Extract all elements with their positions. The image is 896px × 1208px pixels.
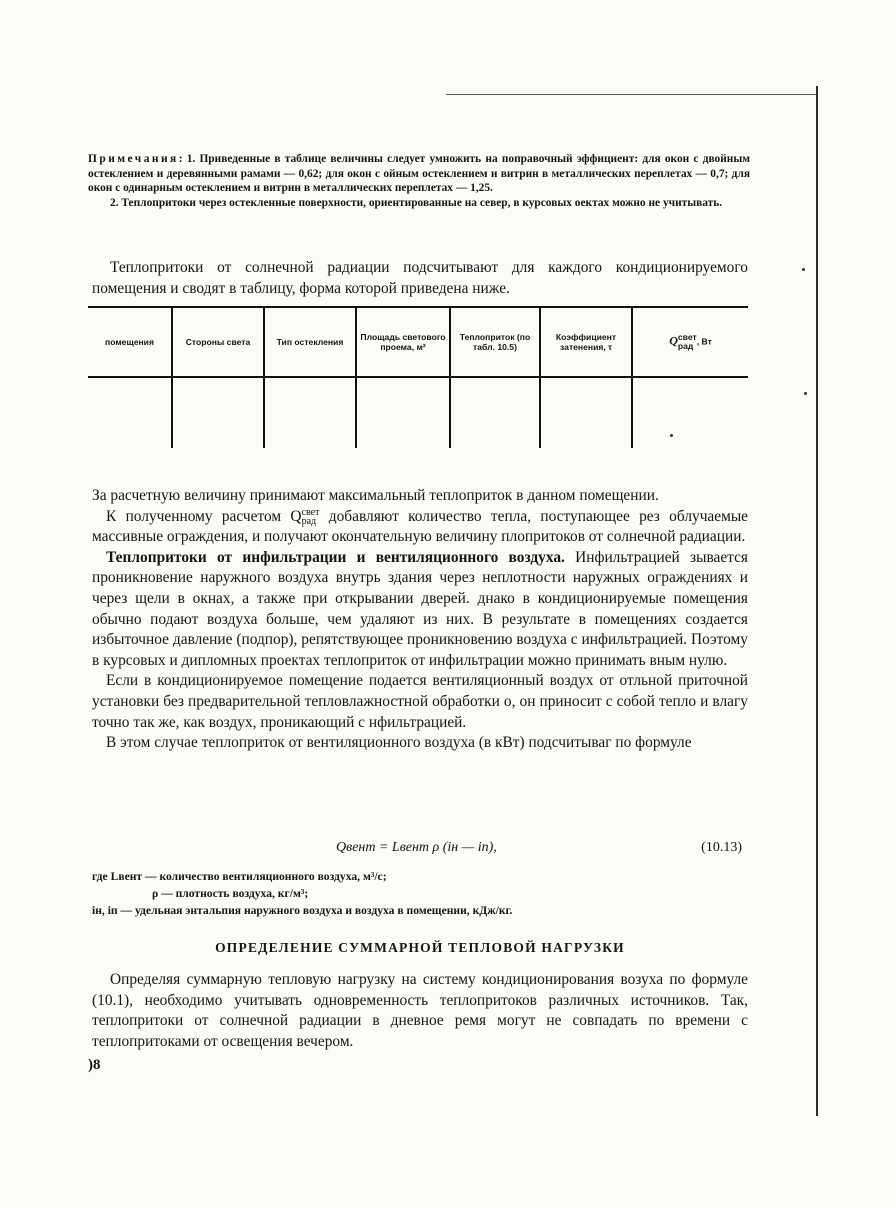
col-orientation: Стороны света <box>172 307 264 377</box>
section-heading: ОПРЕДЕЛЕНИЕ СУММАРНОЙ ТЕПЛОВОЙ НАГРУЗКИ <box>215 940 625 955</box>
table-cell <box>632 377 748 448</box>
top-rule <box>446 94 816 95</box>
body-text <box>92 486 748 754</box>
table-cell <box>450 377 540 448</box>
p2-end: добавляют количество тепла, поступающее рез облучаемые массивные ограждения, и получают окончательную величину плопритоков от солнечной радиации. <box>92 507 749 546</box>
col-area: Площадь светового проема, м² <box>356 307 450 377</box>
notes-label: Примечания <box>88 153 179 165</box>
page-edge-line <box>816 86 818 1116</box>
col-q-solar <box>632 307 748 377</box>
legend-line: ρ — плотность воздуха, кг/м³; <box>152 887 309 900</box>
formula-10-13 <box>92 840 748 862</box>
col-glazing-type: Тип остекления <box>264 307 356 377</box>
paragraph-5: В этом случае теплоприток от вентиляционного воздуха (в кВт) подсчитываг по формуле <box>106 734 692 752</box>
final-paragraph: Определяя суммарную тепловую нагрузку на систему кондиционирования возуха по формуле (10.1), необходимо учитывать одновременность теплопритоков различных источников. Так, теплопритоки от солнечной радиации в дневное ремя могут не совпадать по времени с теплопритоками от освещения вечером. <box>92 971 748 1050</box>
table-cell <box>264 377 356 448</box>
q-unit: , Вт <box>696 336 712 347</box>
legend-line: iн, iп — удельная энтальпия наружного воздуха и воздуха в помещении, кДж/кг. <box>92 904 513 917</box>
scan-speck <box>804 392 807 395</box>
p2-sup: свет <box>301 507 320 519</box>
intro-paragraph: Теплопритоки от солнечной радиации подсчитывают для каждого кондиционируемого помещения и сводят в таблицу, форма которой приведена ниже. <box>92 259 748 297</box>
paragraph-1: За расчетную величину принимают максимальный теплоприток в данном помещении. <box>92 487 659 504</box>
note-1-text: : 1. Приведенные в таблице величины следует умножить на поправочный эффициент: для окон с двойным остеклением и деревянными рамами — 0,62; для окон с ойным остеклением и витрин в металлических переплетах — 0,7; для окон с одинарным остеклением и витрин в металлических переплетах — 1,25. <box>88 153 750 195</box>
page-number: )8 <box>88 1057 101 1073</box>
p3-text: Инфильтрацией зывается проникновение наружного воздуха внутрь здания через неплотности наружных ограждениях и через щели в окнах, а также при открывании дверей. днако в кондиционируемые помещения обычно подают воздуха больше, чем удаляют из них. В результате в помещениях создается избыточное давление (подпор), репятствующее проникновению воздуха с инфильтрацией. Поэтому в курсовых и дипломных проектах теплоприток от инфильтрации можно принимать вным нулю. <box>92 548 748 669</box>
note-2: 2. Теплопритоки через остекленные поверхности, ориентированные на север, в курсовых оектах можно не учитывать. <box>110 196 723 209</box>
table-cell <box>540 377 632 448</box>
section-title-infiltration: Теплопритоки от инфильтрации и вентиляционного воздуха. <box>106 548 565 566</box>
q-sub: рад <box>677 341 694 351</box>
paragraph-2 <box>92 507 748 548</box>
notes-block <box>88 152 750 210</box>
formula-legend <box>92 868 748 919</box>
q-sup: свет <box>677 332 697 342</box>
formula-number: (10.13) <box>701 840 742 855</box>
paragraph-3 <box>92 548 748 672</box>
q-symbol: Q <box>669 333 678 348</box>
legend-line: где Lвент — количество вентиляционного воздуха, м³/с; <box>92 870 387 883</box>
col-room: помещения <box>88 307 172 377</box>
scan-speck <box>802 268 805 271</box>
table-cell <box>172 377 264 448</box>
col-heat-gain: Теплоприток (по табл. 10.5) <box>450 307 540 377</box>
col-shading-coef: Коэффициент затенения, τ <box>540 307 632 377</box>
table-row <box>88 377 748 448</box>
table-cell <box>356 377 450 448</box>
table-header-row <box>88 307 748 377</box>
note-1 <box>88 152 750 196</box>
p2-start: К полученному расчетом Q <box>106 507 302 525</box>
table-cell <box>88 377 172 448</box>
formula-text: Qвент = Lвент ρ (iн — iп), <box>336 840 497 855</box>
solar-heat-table <box>88 306 748 448</box>
paragraph-4: Если в кондиционируемое помещение подается вентиляционный воздух от отльной приточной установки без предварительной тепловлажностной обработки о, он приносит с собой тепло и влагу точно так же, как воздух, проникающий с нфильтрацией. <box>92 672 748 731</box>
p2-sub: рад <box>301 516 317 528</box>
